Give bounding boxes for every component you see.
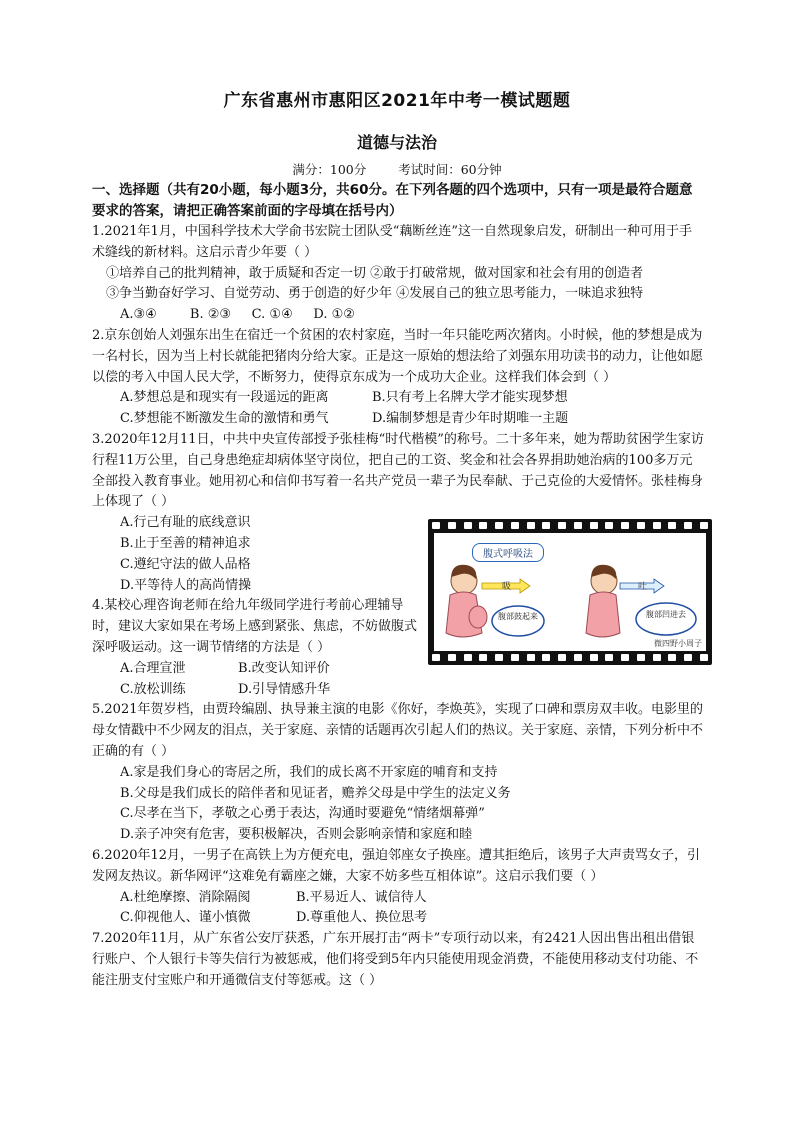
exam-meta [0,160,794,178]
option-c: C.放松训练 [120,681,186,697]
option-b: B.平易近人、诚信待人 [296,889,427,905]
question-3-options [92,513,450,596]
question-6-stem: 6.2020年12月，一男子在高铁上为方便充电，强迫邻座女子换座。遭其拒绝后，该男子大声责骂女子，引发网友热议。新华网评“这难免有霸座之嫌，大家不妨多些互相体谅”。这启示我们要（ ） [92,847,701,884]
question-2-stem: 2.京东创始人刘强东出生在宿迁一个贫困的农村家庭，当时一年只能吃两次猪肉。小时候，他的梦想是成为一名村长，因为当上村长就能把猪肉分给大家。正是这一原始的想法给了刘强东用功读书的动力，让他如愿以偿的考入中国人民大学，不断努力，使得京东成为一个成功大企业。这样我们体会到（ ） [92,327,704,385]
section-heading: 一、选择题（共有20小题，每小题3分，共60分。在下列各题的四个选项中，只有一项是最符合题意要求的答案，请把正确答案前面的字母填在括号内） [92,182,693,219]
option-c: C.梦想能不断激发生命的激情和勇气 [120,411,329,427]
belly-in-label: 腹部鼓起来 [498,612,538,621]
film-holes-top [432,522,708,530]
breathing-title-badge: 腹式呼吸法 [472,543,544,562]
option-d: D.平等待人的高尚情操 [120,577,252,593]
question-3-stem: 3.2020年12月11日，中共中央宣传部授予张桂梅“时代楷模”的称号。二十多年来，她为帮助贫困学生家访行程11万公里，自己身患绝症却病体坚守岗位，把自己的工资、奖金和社会各界捐助她治病的100多万元全部投入教育事业。她用初心和信仰书写着一名共产党员一辈子为民奉献、于己克俭的大爱情怀。张桂梅身上体现了（ ） [92,431,704,510]
exhale-arrow [620,579,664,593]
film-holes-bottom [432,654,708,662]
option-d: D.亲子冲突有危害，要积极解决，否则会影响亲情和家庭和睦 [120,827,473,843]
belly-in-bubble [492,606,544,636]
question-1-stem: 1.2021年1月，中国科学技术大学俞书宏院士团队受“藕断丝连”这一自然现象启发，研制出一种可用于手术缝线的新材料。这启示青少年要（ ） [92,224,693,260]
question-1-choices: A.③④ B. ②③ C. ①④ D. ①② [120,307,355,323]
breathing-illustration [428,519,712,665]
option-a: A.合理宣泄 [120,660,186,676]
option-a: A.杜绝摩擦、消除隔阂 [120,889,251,905]
question-5-stem: 5.2021年贺岁档，由贾玲编剧、执导兼主演的电影《你好，李焕英》，实现了口碑和票房双丰收。电影里的母女情戳中不少网友的泪点，关于家庭、亲情的话题再次引起人们的热议。关于家庭、亲情，下列分析中不正确的有（ ） [92,702,704,759]
option-d: D.引导情感升华 [238,681,331,697]
exam-time: 考试时间：60分钟 [398,162,502,177]
option-b: B.止于至善的精神追求 [120,535,251,551]
question-1 [92,222,704,326]
option-c: C.仰视他人、谨小慎微 [120,910,251,926]
exam-title: 广东省惠州市惠阳区2021年中考一模试题题 [223,91,571,111]
question-1-item-1: ①培养自己的批判精神，敢于质疑和否定一切 ②敢于打破常规，做对国家和社会有用的创造者 [106,265,644,281]
belly-out-label: 腹部凹进去 [646,610,686,619]
full-score: 满分：100分 [292,162,367,177]
question-7 [92,929,704,991]
option-b: B.父母是我们成长的陪伴者和见证者，赡养父母是中学生的法定义务 [120,785,511,801]
question-1-item-2: ③争当勤奋好学习、自觉劳动、勇于创造的好少年 ④发展自己的独立思考能力，一味追求独特 [106,286,644,302]
question-2 [92,326,704,430]
exhale-person [586,565,620,637]
inhale-person [446,565,487,637]
option-a: A.梦想总是和现实有一段遥远的距离 [120,390,329,406]
question-4-stem: 4.某校心理咨询老师在给九年级同学进行考前心理辅导时，建议大家如果在考场上感到紧张、焦虑，不妨做腹式深呼吸运动。这一调节情绪的方法是（ ） [92,598,418,655]
question-5-options [92,763,704,846]
illustration-panel [434,533,706,651]
option-b: B.只有考上名牌大学才能实现梦想 [372,390,568,406]
question-7-stem: 7.2020年11月，从广东省公安厅获悉，广东开展打击“两卡”专项行动以来，有2421人因出售出租出借银行账户、个人银行卡等失信行为被惩戒，他们将受到5年内只能使用现金消费，不能使用移动支付功能、不能注册支付宝账户和开通微信支付等惩戒。这（ ） [92,931,699,988]
question-6 [92,846,704,929]
inhale-arrow [482,579,530,593]
belly-out-bubble [636,603,696,635]
option-c: C.尽孝在当下，孝敬之心勇于表达，沟通时要避免“情绪烟幕弹” [120,806,485,822]
option-b: B.改变认知评价 [238,660,330,676]
exhale-label: 吐 [638,582,648,592]
inhale-label: 吸 [502,582,512,592]
option-d: D.尊重他人、换位思考 [296,910,428,926]
option-c: C.遵纪守法的做人品格 [120,556,251,572]
question-6-options [92,888,704,930]
option-d: D.编制梦想是青少年时期唯一主题 [372,411,569,427]
option-a: A.行己有耻的底线意识 [120,515,251,531]
option-a: A.家是我们身心的寄居之所，我们的成长离不开家庭的哺育和支持 [120,764,498,780]
exam-subject: 道德与法治 [356,133,437,152]
question-5 [92,700,704,846]
watermark: 微四野小周子 [654,639,702,648]
question-2-options [92,388,704,430]
